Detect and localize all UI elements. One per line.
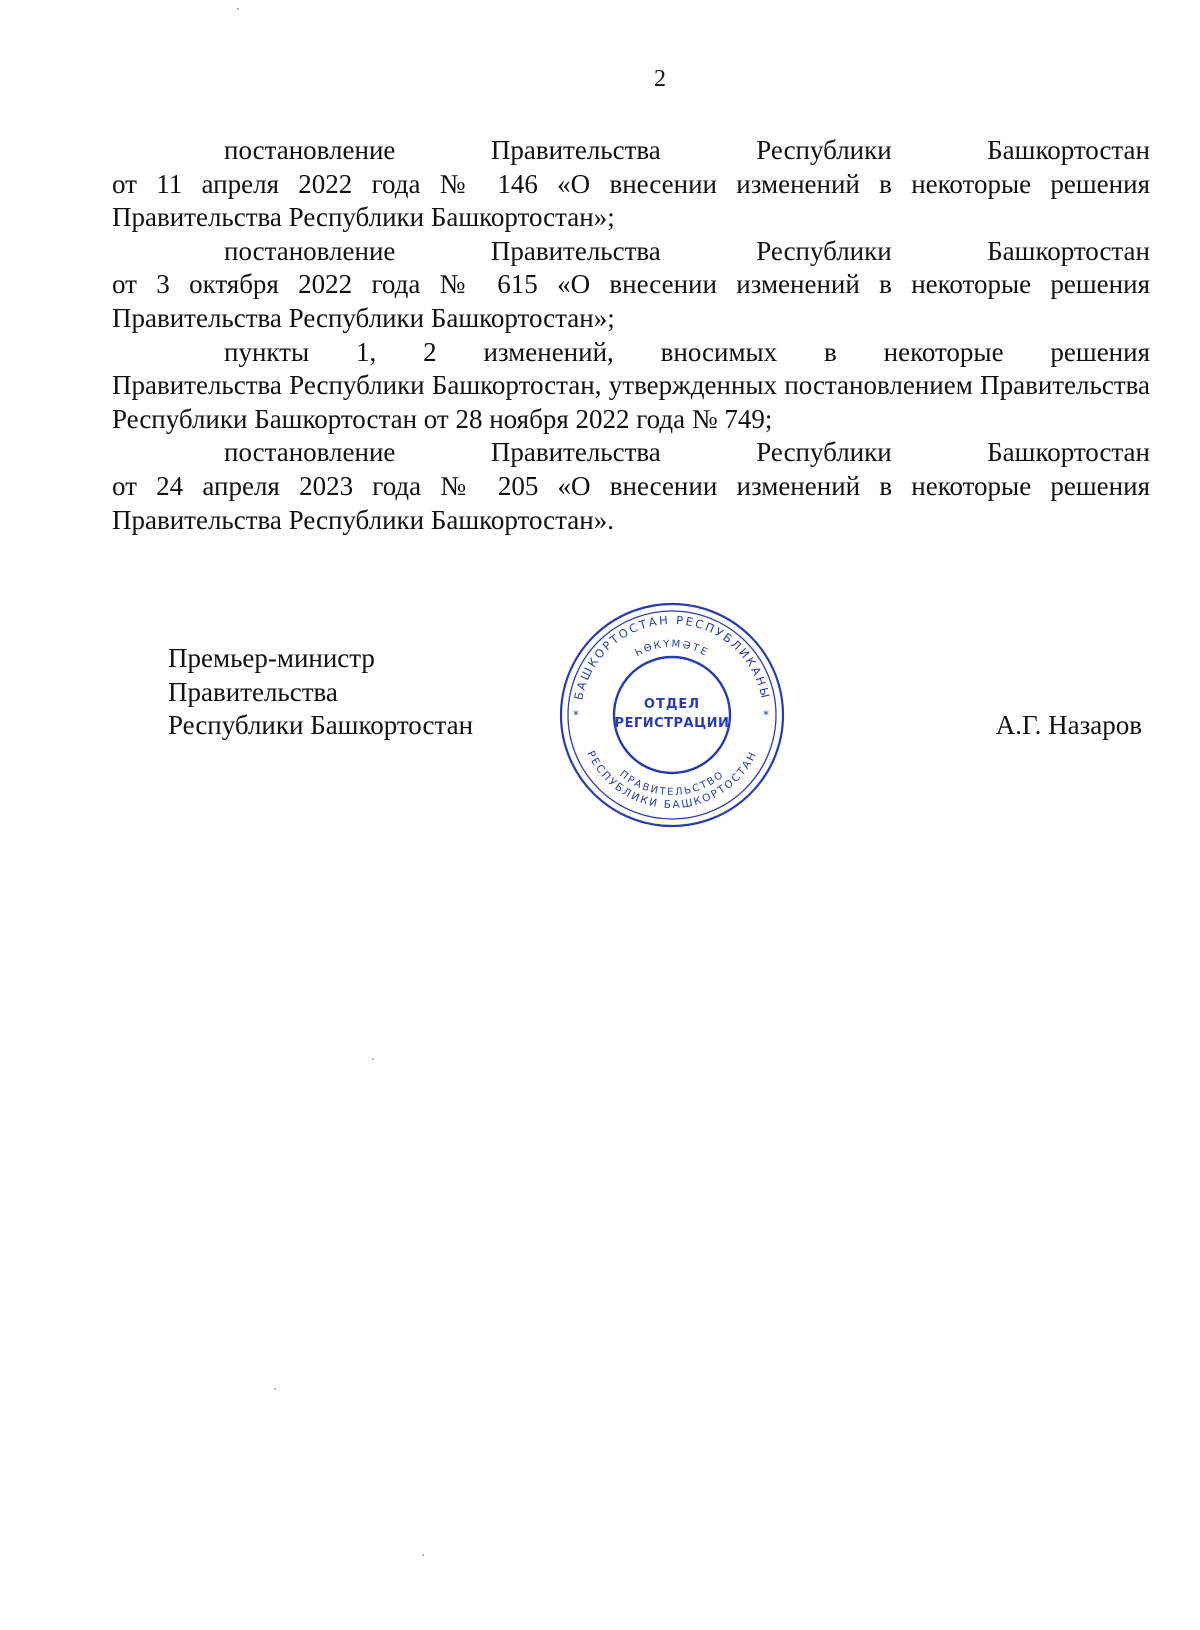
stamp-inner-bottom-1: ПРАВИТЕЛЬСТВО — [617, 768, 727, 799]
paragraph-2-rest: от 3 октября 2022 года № 615 «О внесении изменений в некоторые решения Правительства Республики Башкортостан»; — [112, 269, 1150, 333]
registration-stamp — [559, 602, 785, 828]
signature-title-line-2: Правительства — [168, 676, 338, 707]
stamp-inner-bottom-2: РЕСПУБЛИКИ БАШКОРТОСТАН — [584, 748, 760, 812]
scan-speck — [237, 8, 239, 10]
paragraph-3-first-line: пункты 1, 2 изменений, вносимых в некоторые решения — [224, 336, 1150, 367]
signature-title-line-1: Премьер-министр — [168, 643, 375, 673]
signature-title-line-3: Республики Башкортостан — [168, 710, 474, 741]
stamp-center-line-2: РЕГИСТРАЦИИ — [614, 716, 730, 731]
paragraph-3-rest: Правительства Республики Башкортостан, утвержденных постановлением Правительства Республики Башкортостан от 28 ноября 2022 года № 749; — [112, 370, 1150, 434]
stamp-seal-icon — [559, 602, 785, 828]
paragraph-3 — [112, 336, 1150, 437]
scan-speck — [422, 1554, 424, 1556]
stamp-star-right-icon: * — [763, 708, 769, 722]
paragraph-4-rest: от 24 апреля 2023 года № 205 «О внесении изменений в некоторые решения Правительства Республики Башкортостан». — [112, 470, 1150, 535]
paragraph-2-first-line: постановление Правительства Республики Башкортостан — [224, 235, 1150, 266]
stamp-outer-text-2: ҺӨКҮМӘТЕ — [633, 638, 711, 660]
paragraph-2 — [112, 235, 1150, 336]
paragraph-4 — [112, 436, 1150, 537]
signer-name: А.Г. Назаров — [995, 710, 1142, 740]
page-number: 2 — [654, 66, 666, 92]
scan-speck — [372, 1058, 374, 1060]
paragraph-1-first-line: постановление Правительства Республики Башкортостан — [224, 135, 1150, 165]
paragraph-4-first-line: постановление Правительства Республики Башкортостан — [224, 437, 1150, 468]
stamp-outer-text: БАШКОРТОСТАН РЕСПУБЛИКАНЫ — [571, 612, 773, 702]
stamp-center-line-1: ОТДЕЛ — [643, 697, 701, 712]
body-text — [112, 134, 1150, 537]
svg-text:РЕСПУБЛИКИ БАШКОРТОСТАН — [584, 749, 759, 811]
stamp-star-left-icon: * — [573, 708, 579, 722]
paragraph-1 — [112, 134, 1150, 235]
signature-block — [168, 642, 473, 743]
scan-speck — [274, 1388, 276, 1390]
paragraph-1-rest: от 11 апреля 2022 года № 146 «О внесении изменений в некоторые решения Правительства Республики Башкортостан»; — [112, 168, 1150, 233]
